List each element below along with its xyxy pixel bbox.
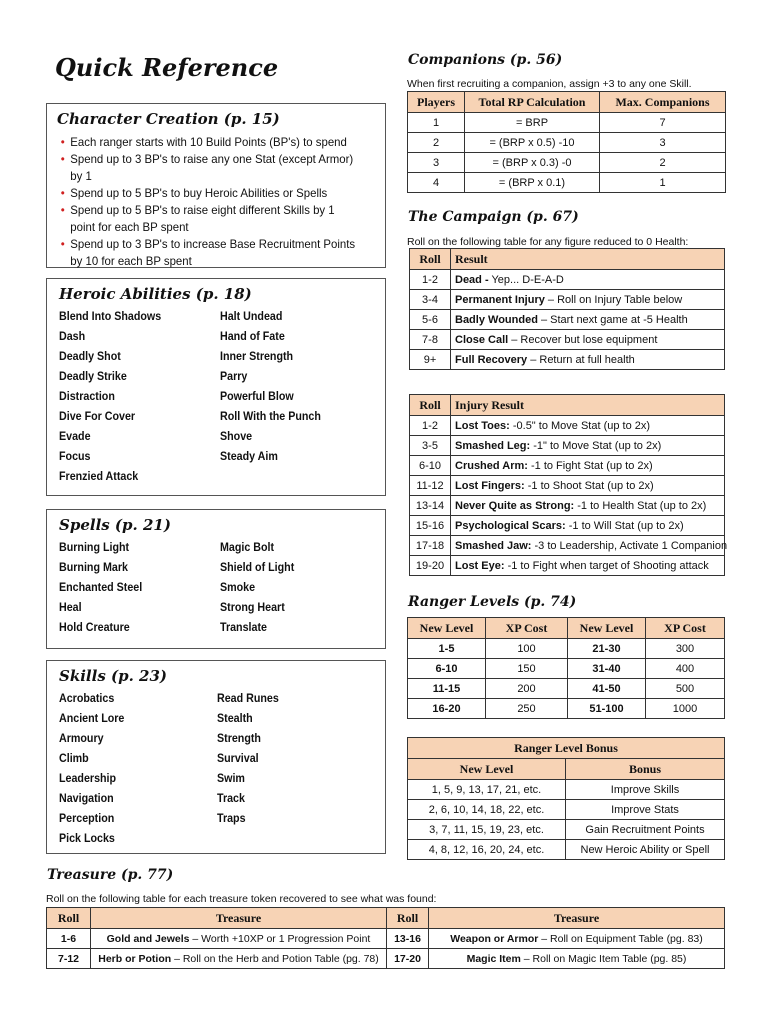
treasure-name: Gold and Jewels xyxy=(106,932,190,945)
result-name: Close Call xyxy=(455,333,509,346)
table-row xyxy=(408,820,725,840)
injury-name: Crushed Arm: xyxy=(455,459,528,472)
table-title: Ranger Level Bonus xyxy=(408,738,725,759)
table-cell xyxy=(451,516,725,536)
table-cell xyxy=(451,556,725,576)
table-cell: 3-5 xyxy=(410,436,451,456)
table-cell: 200 xyxy=(486,679,568,699)
column-header: New Level xyxy=(568,618,646,639)
injury-desc: -3 to Leadership, Activate 1 Companion xyxy=(531,539,728,552)
table-row xyxy=(47,929,725,949)
list-item: Leadership xyxy=(59,773,117,785)
list-item: Pick Locks xyxy=(59,833,115,845)
list-item: Frenzied Attack xyxy=(59,471,139,483)
list-item: • Spend up to 5 BP's to raise eight different Skills by 1 point for each BP spent xyxy=(70,202,359,236)
injury-desc: -0.5" to Move Stat (up to 2x) xyxy=(509,419,651,432)
table-cell: 4, 8, 12, 16, 20, 24, etc. xyxy=(408,840,566,860)
table-cell xyxy=(451,310,725,330)
column-header: Total RP Calculation xyxy=(465,92,600,113)
injury-name: Psychological Scars: xyxy=(455,519,566,532)
list-item: Deadly Strike xyxy=(59,371,127,383)
companions-note: When first recruiting a companion, assign +3 to any one Skill. xyxy=(407,78,692,90)
list-item: Read Runes xyxy=(217,693,279,705)
column-header: Max. Companions xyxy=(600,92,726,113)
column-header: Roll xyxy=(410,395,451,416)
result-name: Full Recovery xyxy=(455,353,528,366)
table-cell: 6-10 xyxy=(410,456,451,476)
table-cell: 9+ xyxy=(410,350,451,370)
list-item: Survival xyxy=(217,753,259,765)
result-name: Permanent Injury xyxy=(455,293,545,306)
table-cell xyxy=(451,536,728,556)
table-cell: 7-12 xyxy=(47,949,91,969)
character-creation-list xyxy=(57,134,359,270)
list-item: Parry xyxy=(220,371,248,383)
table-cell: 1, 5, 9, 13, 17, 21, etc. xyxy=(408,780,566,800)
table-cell xyxy=(451,436,725,456)
column-header: Injury Result xyxy=(451,395,725,416)
table-cell: 7 xyxy=(600,113,726,133)
table-cell: 31-40 xyxy=(568,659,646,679)
column-header: Roll xyxy=(47,908,91,929)
list-item: Traps xyxy=(217,813,246,825)
list-item: Hold Creature xyxy=(59,622,130,634)
treasure-desc: – Worth +10XP or 1 Progression Point xyxy=(189,932,371,945)
ranger-levels-heading: Ranger Levels (p. 74) xyxy=(408,594,577,610)
table-cell: Improve Stats xyxy=(566,800,725,820)
table-row xyxy=(410,536,725,556)
table-cell: 500 xyxy=(646,679,725,699)
heroic-abilities-heading: Heroic Abilities (p. 18) xyxy=(59,285,252,303)
table-row xyxy=(408,659,725,679)
list-item: • Spend up to 3 BP's to increase Base Recruitment Points by 10 for each BP spent xyxy=(70,236,359,270)
character-creation-box xyxy=(46,103,386,268)
table-cell: = (BRP x 0.1) xyxy=(465,173,600,193)
list-item: Strength xyxy=(217,733,261,745)
table-cell xyxy=(451,270,725,290)
column-header: Bonus xyxy=(566,759,725,780)
list-item: Smoke xyxy=(220,582,256,594)
table-cell xyxy=(91,929,387,949)
list-item: Shove xyxy=(220,431,253,443)
table-cell: = (BRP x 0.3) -0 xyxy=(465,153,600,173)
table-row xyxy=(408,153,726,173)
injury-name: Lost Fingers: xyxy=(455,479,525,492)
treasure-desc: – Roll on Equipment Table (pg. 83) xyxy=(538,932,703,945)
list-item: Distraction xyxy=(59,391,115,403)
list-item: Evade xyxy=(59,431,91,443)
injury-name: Never Quite as Strong: xyxy=(455,499,575,512)
heroic-abilities-list xyxy=(59,307,373,487)
level-bonus-table xyxy=(407,737,725,860)
skills-box xyxy=(46,660,386,854)
table-cell: 1 xyxy=(408,113,465,133)
list-item: Focus xyxy=(59,451,91,463)
table-cell: 13-14 xyxy=(410,496,451,516)
table-cell: 100 xyxy=(486,639,568,659)
table-cell: 1-6 xyxy=(47,929,91,949)
spells-list xyxy=(59,538,373,638)
list-item: • Spend up to 3 BP's to raise any one Stat (except Armor) by 1 xyxy=(70,151,359,185)
table-cell: 1-2 xyxy=(410,270,451,290)
treasure-name: Weapon or Armor xyxy=(450,932,539,945)
list-item: Hand of Fate xyxy=(220,331,285,343)
table-cell: 21-30 xyxy=(568,639,646,659)
table-cell: 11-15 xyxy=(408,679,486,699)
table-row xyxy=(408,780,725,800)
list-item: • Each ranger starts with 10 Build Points (BP's) to spend xyxy=(70,134,359,151)
list-item: Strong Heart xyxy=(220,602,285,614)
injury-desc: -1 to Will Stat (up to 2x) xyxy=(565,519,684,532)
treasure-table xyxy=(46,907,725,969)
list-item: Translate xyxy=(220,622,267,634)
table-cell: 11-12 xyxy=(410,476,451,496)
column-header: Players xyxy=(408,92,465,113)
table-cell xyxy=(451,476,725,496)
table-row xyxy=(410,476,725,496)
table-cell: 3-4 xyxy=(410,290,451,310)
campaign-heading: The Campaign (p. 67) xyxy=(408,209,579,225)
table-row xyxy=(408,113,726,133)
table-header-row xyxy=(47,908,725,929)
table-row xyxy=(410,350,725,370)
companions-heading: Companions (p. 56) xyxy=(408,52,563,68)
table-cell: 15-16 xyxy=(410,516,451,536)
table-cell: Gain Recruitment Points xyxy=(566,820,725,840)
column-header: New Level xyxy=(408,759,566,780)
table-cell: 400 xyxy=(646,659,725,679)
table-cell xyxy=(451,456,725,476)
table-cell xyxy=(451,496,725,516)
list-item: Climb xyxy=(59,753,89,765)
table-cell xyxy=(451,416,725,436)
column-header: XP Cost xyxy=(646,618,725,639)
list-item: Powerful Blow xyxy=(220,391,294,403)
list-item: Roll With the Punch xyxy=(220,411,321,423)
table-cell: Improve Skills xyxy=(566,780,725,800)
injury-desc: -1 to Shoot Stat (up to 2x) xyxy=(524,479,654,492)
table-row xyxy=(410,416,725,436)
treasure-name: Magic Item xyxy=(466,952,521,965)
injury-name: Lost Eye: xyxy=(455,559,505,572)
table-cell: 3 xyxy=(408,153,465,173)
treasure-desc: – Roll on Magic Item Table (pg. 85) xyxy=(520,952,687,965)
treasure-name: Herb or Potion xyxy=(98,952,172,965)
table-cell: 13-16 xyxy=(387,929,429,949)
ranger-levels-table xyxy=(407,617,725,719)
companions-table xyxy=(407,91,726,193)
table-cell: 1-5 xyxy=(408,639,486,659)
table-cell: = (BRP x 0.5) -10 xyxy=(465,133,600,153)
spells-box xyxy=(46,509,386,649)
table-header-row xyxy=(408,92,726,113)
list-item: Burning Mark xyxy=(59,562,128,574)
table-cell xyxy=(429,929,725,949)
spells-heading: Spells (p. 21) xyxy=(59,516,171,534)
skills-heading: Skills (p. 23) xyxy=(59,667,167,685)
table-cell: 4 xyxy=(408,173,465,193)
column-header: XP Cost xyxy=(486,618,568,639)
table-row xyxy=(408,133,726,153)
character-creation-heading: Character Creation (p. 15) xyxy=(57,110,280,128)
list-item: Stealth xyxy=(217,713,253,725)
table-cell: 3, 7, 11, 15, 19, 23, etc. xyxy=(408,820,566,840)
table-row xyxy=(410,556,725,576)
table-header-row xyxy=(410,395,725,416)
campaign-note: Roll on the following table for any figure reduced to 0 Health: xyxy=(407,236,689,248)
list-item: Dash xyxy=(59,331,86,343)
list-item: Halt Undead xyxy=(220,311,283,323)
table-cell: 41-50 xyxy=(568,679,646,699)
column-header: Roll xyxy=(410,249,451,270)
table-cell: 2 xyxy=(600,153,726,173)
list-item: Acrobatics xyxy=(59,693,115,705)
list-item: • Spend up to 5 BP's to buy Heroic Abilities or Spells xyxy=(70,185,359,202)
table-row xyxy=(408,800,725,820)
table-cell xyxy=(429,949,725,969)
table-row xyxy=(410,310,725,330)
treasure-note: Roll on the following table for each treasure token recovered to see what was found: xyxy=(46,893,437,905)
column-header: New Level xyxy=(408,618,486,639)
table-row xyxy=(47,949,725,969)
injury-table xyxy=(409,394,728,576)
result-desc: – Recover but lose equipment xyxy=(508,333,658,346)
table-row xyxy=(410,290,725,310)
injury-name: Smashed Leg: xyxy=(455,439,531,452)
treasure-desc: – Roll on the Herb and Potion Table (pg. 78) xyxy=(171,952,379,965)
injury-desc: -1" to Move Stat (up to 2x) xyxy=(530,439,662,452)
injury-name: Lost Toes: xyxy=(455,419,510,432)
column-header: Treasure xyxy=(91,908,387,929)
table-cell: 1 xyxy=(600,173,726,193)
list-item: Burning Light xyxy=(59,542,130,554)
list-item: Magic Bolt xyxy=(220,542,275,554)
campaign-table xyxy=(409,248,725,370)
injury-desc: -1 to Fight Stat (up to 2x) xyxy=(527,459,653,472)
column-header: Roll xyxy=(387,908,429,929)
list-item: Blend Into Shadows xyxy=(59,311,162,323)
list-item: Shield of Light xyxy=(220,562,295,574)
table-row xyxy=(410,516,725,536)
table-cell: 7-8 xyxy=(410,330,451,350)
result-desc: – Return at full health xyxy=(527,353,635,366)
list-item: Perception xyxy=(59,813,115,825)
result-desc: – Start next game at -5 Health xyxy=(537,313,688,326)
treasure-heading: Treasure (p. 77) xyxy=(47,867,174,883)
page-title: Quick Reference xyxy=(55,53,279,82)
table-row xyxy=(408,840,725,860)
table-cell: 19-20 xyxy=(410,556,451,576)
list-item: Dive For Cover xyxy=(59,411,136,423)
list-item: Steady Aim xyxy=(220,451,278,463)
injury-desc: -1 to Fight when target of Shooting attack xyxy=(504,559,709,572)
result-name: Badly Wounded xyxy=(455,313,538,326)
list-item: Ancient Lore xyxy=(59,713,125,725)
table-cell: 3 xyxy=(600,133,726,153)
list-item: Enchanted Steel xyxy=(59,582,143,594)
table-cell: 6-10 xyxy=(408,659,486,679)
table-row xyxy=(410,270,725,290)
table-cell: 2, 6, 10, 14, 18, 22, etc. xyxy=(408,800,566,820)
list-item: Armoury xyxy=(59,733,104,745)
table-header-row xyxy=(408,759,725,780)
result-name: Dead - xyxy=(455,273,489,286)
table-cell: 250 xyxy=(486,699,568,719)
list-item: Inner Strength xyxy=(220,351,294,363)
table-cell xyxy=(451,350,725,370)
injury-name: Smashed Jaw: xyxy=(455,539,532,552)
table-cell: 300 xyxy=(646,639,725,659)
table-cell: 1-2 xyxy=(410,416,451,436)
column-header: Treasure xyxy=(429,908,725,929)
table-cell: 150 xyxy=(486,659,568,679)
table-cell: 51-100 xyxy=(568,699,646,719)
table-row xyxy=(410,496,725,516)
table-cell: 16-20 xyxy=(408,699,486,719)
table-cell: 17-20 xyxy=(387,949,429,969)
result-desc: – Roll on Injury Table below xyxy=(544,293,683,306)
table-row xyxy=(408,173,726,193)
table-row xyxy=(408,639,725,659)
table-row xyxy=(410,436,725,456)
table-cell xyxy=(91,949,387,969)
table-row xyxy=(408,679,725,699)
table-cell: 5-6 xyxy=(410,310,451,330)
table-cell: New Heroic Ability or Spell xyxy=(566,840,725,860)
table-cell: 1000 xyxy=(646,699,725,719)
table-cell: 17-18 xyxy=(410,536,451,556)
table-row xyxy=(410,330,725,350)
table-header-row xyxy=(408,618,725,639)
table-cell: = BRP xyxy=(465,113,600,133)
list-item: Deadly Shot xyxy=(59,351,121,363)
list-item: Heal xyxy=(59,602,82,614)
list-item: Navigation xyxy=(59,793,114,805)
table-row xyxy=(410,456,725,476)
table-cell xyxy=(451,330,725,350)
injury-desc: -1 to Health Stat (up to 2x) xyxy=(574,499,707,512)
result-desc: Yep... D-E-A-D xyxy=(488,273,564,286)
table-cell xyxy=(451,290,725,310)
table-title-row xyxy=(408,738,725,759)
column-header: Result xyxy=(451,249,725,270)
heroic-abilities-box xyxy=(46,278,386,496)
table-row xyxy=(408,699,725,719)
list-item: Swim xyxy=(217,773,245,785)
table-header-row xyxy=(410,249,725,270)
table-cell: 2 xyxy=(408,133,465,153)
skills-list xyxy=(59,689,373,849)
list-item: Track xyxy=(217,793,245,805)
